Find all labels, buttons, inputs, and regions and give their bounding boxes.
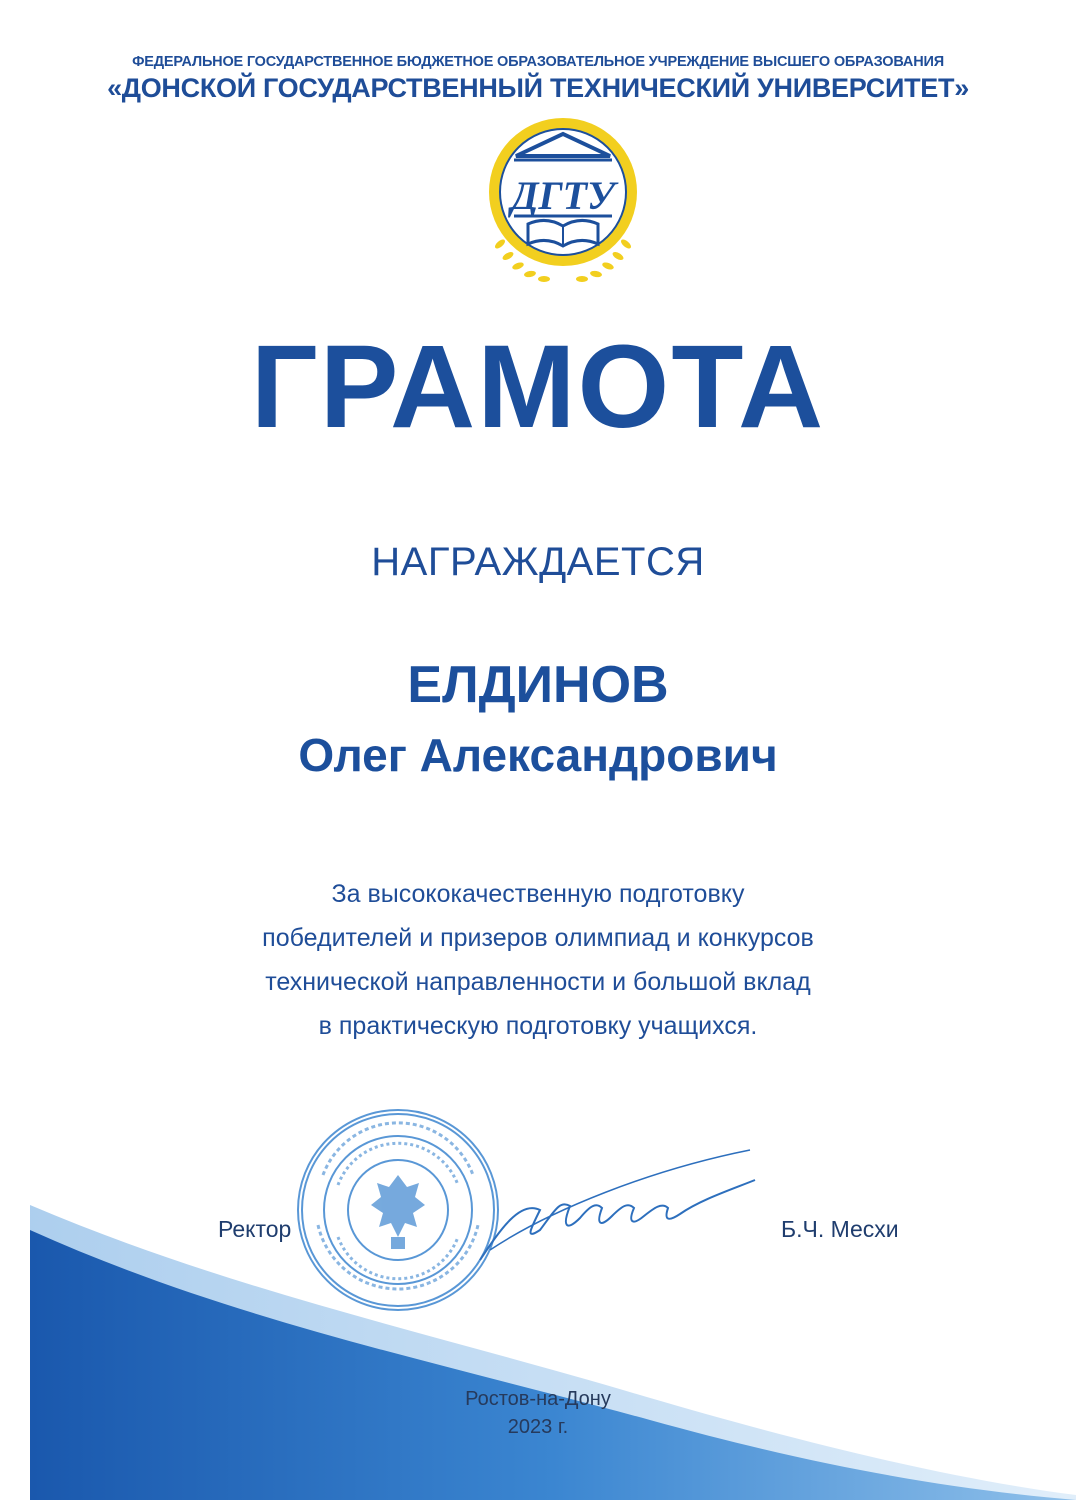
issue-year: 2023 г. (507, 1416, 569, 1438)
award-reason (0, 872, 1076, 1048)
reason-line: технической направленности и большой вклад (265, 968, 811, 996)
awarded-label: НАГРАЖДАЕТСЯ (371, 540, 705, 584)
institution-name: «ДОНСКОЙ ГОСУДАРСТВЕННЫЙ ТЕХНИЧЕСКИЙ УНИВЕРСИТЕТ» (107, 73, 969, 103)
recipient-surname: ЕЛДИНОВ (407, 656, 669, 714)
institution-type: ФЕДЕРАЛЬНОЕ ГОСУДАРСТВЕННОЕ БЮДЖЕТНОЕ ОБРАЗОВАТЕЛЬНОЕ УЧРЕЖДЕНИЕ ВЫСШЕГО ОБРАЗОВАНИЯ (132, 54, 944, 70)
reason-line: в практическую подготовку учащихся. (318, 1012, 758, 1040)
rector-signature (470, 1140, 760, 1270)
reason-line: За высококачественную подготовку (331, 880, 745, 908)
logo-text: ДГТУ (511, 173, 615, 218)
certificate-title: ГРАМОТА (250, 321, 826, 453)
signatory-position: Ректор (218, 1216, 292, 1242)
recipient-names: Олег Александрович (298, 729, 778, 781)
university-logo (478, 112, 648, 292)
reason-line: победителей и призеров олимпиад и конкурсов (262, 924, 814, 952)
issue-city: Ростов-на-Дону (465, 1388, 611, 1410)
signatory-name: Б.Ч. Месхи (781, 1216, 899, 1242)
